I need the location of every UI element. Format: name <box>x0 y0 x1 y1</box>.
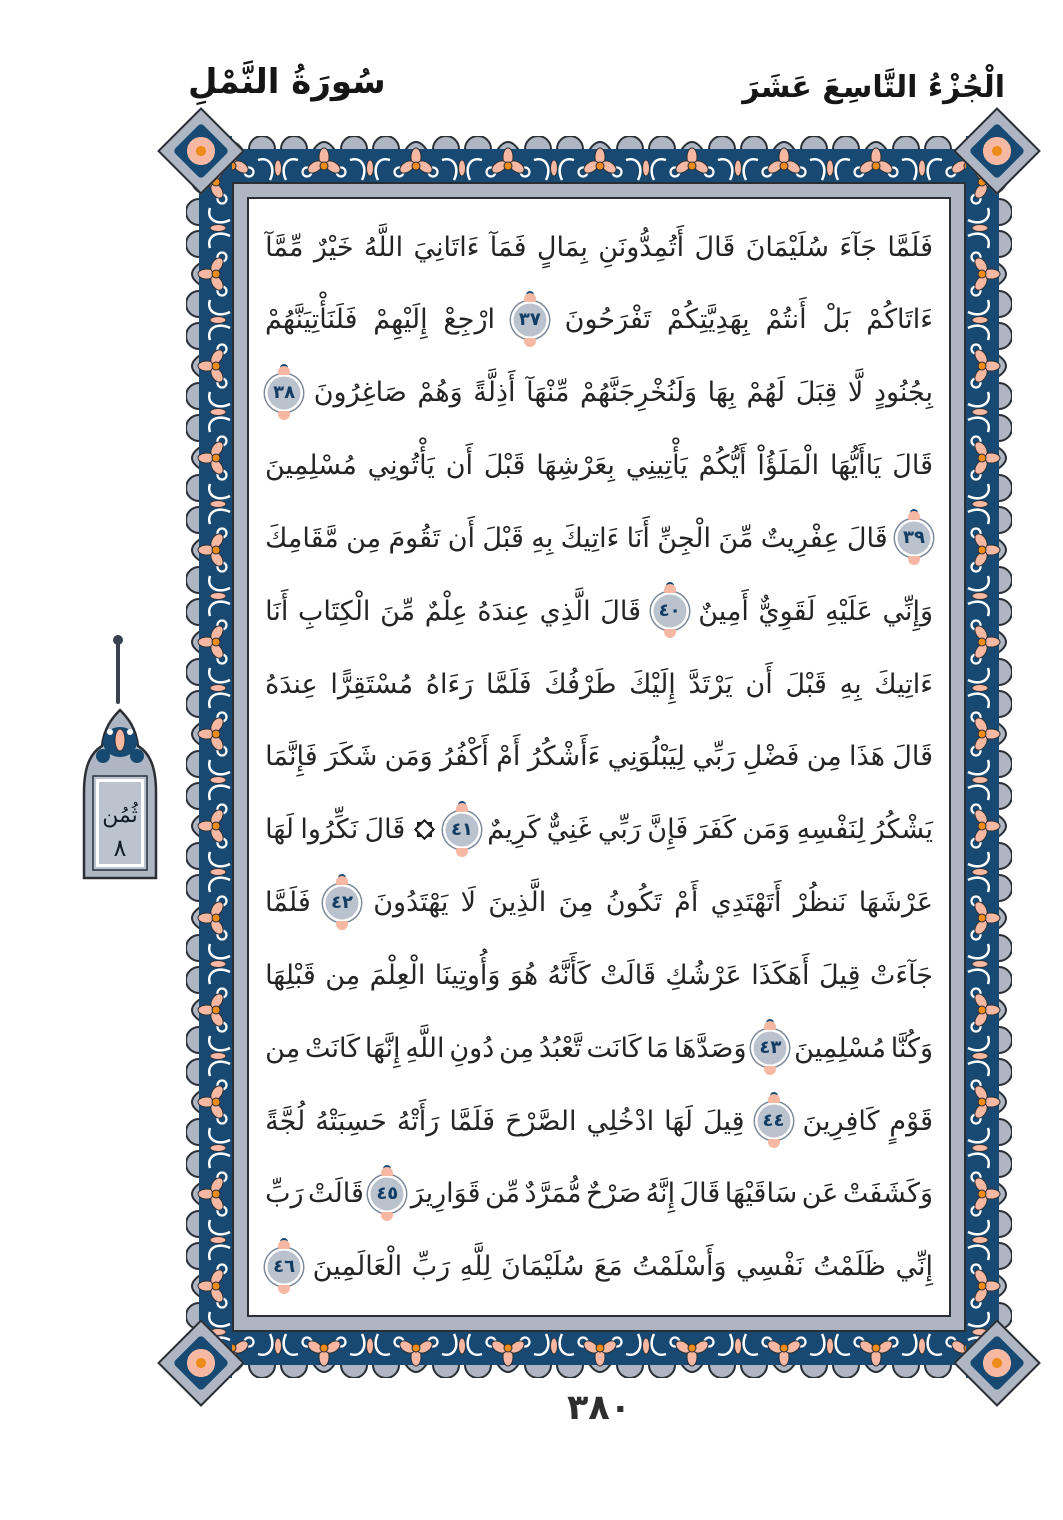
verse-word: أَنتُمْ <box>765 304 807 336</box>
verse-word: مُسْلِمِينَ <box>265 450 357 482</box>
ayah-end-marker <box>265 374 303 412</box>
verse-word: بَلْ <box>822 304 851 336</box>
hizb-fraction-label: ثُمُن <box>102 803 138 828</box>
verse-word: غَنِيٌّ <box>546 814 592 846</box>
verse-word: يَأْتِينِي <box>625 450 688 482</box>
verse-word: تَقُومَ <box>388 522 441 554</box>
verse-word: سُلَيْمَانَ <box>745 231 829 263</box>
verse-word: نَكِّرُوا <box>300 814 359 846</box>
verse-word: أَن <box>445 450 474 482</box>
verse-word: أَتُمِدُّونَنِ <box>598 231 685 263</box>
hizb-marker-dome <box>70 700 170 882</box>
quran-line <box>265 357 933 429</box>
verse-word: نَفْسِي <box>736 1251 804 1283</box>
verse-word: مِن <box>499 1032 535 1064</box>
verse-word: هُوَ <box>509 959 539 991</box>
verse-word: ءَاتَاكُمْ <box>866 304 933 336</box>
hizb-marker-stem <box>116 640 120 704</box>
ayah-end-marker <box>368 1175 406 1213</box>
inner-frame-outer-line <box>232 182 966 1332</box>
verse-word: كَانَت <box>586 1032 642 1064</box>
verse-word: فَلَمَّا <box>887 231 933 263</box>
ayah-end-marker <box>265 1248 303 1286</box>
verse-word: عَن <box>801 1178 839 1210</box>
verse-word: فَإِنَّ <box>647 814 689 846</box>
verse-word: كَفَرَ <box>694 814 736 846</box>
verse-word: رَبِّي <box>692 741 736 773</box>
border-band-top <box>186 136 1012 182</box>
verse-word: حَسِبَتْهُ <box>315 1105 387 1137</box>
verse-word: يَشْكُرُ <box>871 814 933 846</box>
verse-word: ارْجِعْ <box>443 304 496 336</box>
verse-word: ءَأَشْكُرُ <box>527 741 601 773</box>
verse-word: لِنَفْسِهِ <box>796 814 866 846</box>
verse-word: رَبِّ <box>411 1251 451 1283</box>
verse-word: عِندَهُ <box>477 595 530 627</box>
verse-word: كَأَنَّهُ <box>547 959 591 991</box>
hizb-rub-marker <box>70 700 170 882</box>
juz-title: الْجُزْءُ التَّاسِعَ عَشَرَ <box>742 70 1005 105</box>
verse-word: قَالَ <box>892 450 933 482</box>
verse-word: لَا <box>460 887 476 919</box>
verse-word: أَيُّكُمْ <box>698 450 747 482</box>
verse-word: مُّمَرَّدٌ <box>524 1178 582 1210</box>
ayah-end-marker <box>323 884 361 922</box>
verse-word: خَيْرٌ <box>313 231 354 263</box>
verse-word: أَذِلَّةً <box>473 377 516 409</box>
verse-word: قَالَ <box>600 595 641 627</box>
verse-word: وَإِنِّي <box>882 595 933 627</box>
border-band-bottom <box>186 1332 1012 1378</box>
verse-word: رَبِّي <box>597 814 641 846</box>
verse-word: مِن <box>325 959 361 991</box>
quran-line <box>265 648 933 720</box>
verse-word: مِّنَ <box>380 595 416 627</box>
verse-word: أَكْفُرُ <box>439 741 489 773</box>
verse-word: كَانَتْ <box>304 1032 361 1064</box>
verse-word: تَفْرَحُونَ <box>564 304 652 336</box>
verse-word: ظَلَمْتُ <box>813 1251 886 1283</box>
quran-line <box>265 939 933 1011</box>
verse-word: نَنظُرْ <box>793 887 847 919</box>
verse-word: عَرْشُكِ <box>665 959 742 991</box>
quran-line <box>265 1231 933 1303</box>
verse-word: فَإِنَّمَا <box>265 741 318 773</box>
verse-word: اللَّهِ <box>405 1032 445 1064</box>
quran-line <box>265 430 933 502</box>
verse-word: عَرْشَهَا <box>858 887 933 919</box>
verse-word: قَالَ <box>364 814 406 846</box>
verse-word: ءَاتِيكَ <box>874 668 933 700</box>
verse-word: يَاأَيُّهَا <box>829 450 882 482</box>
rub-el-hizb-star-icon <box>416 821 433 838</box>
verse-word: قَالَتْ <box>600 959 656 991</box>
verse-word: مُسْلِمِينَ <box>794 1032 886 1064</box>
verse-word: قَالَ <box>694 231 736 263</box>
ayah-number: ٤٠ <box>658 600 681 622</box>
verse-word: قَبْلَ <box>483 450 526 482</box>
verse-word: أَنَا <box>626 522 650 554</box>
verse-word: أَهَكَذَا <box>751 959 810 991</box>
verse-word: قَبْلَ <box>482 522 524 554</box>
verse-word: كَرِيمٌ <box>487 814 541 846</box>
verse-word: بِعَرْشِهَا <box>536 450 615 482</box>
verse-word: لَّا <box>847 377 864 409</box>
verse-word: فَضْلِ <box>742 741 800 773</box>
verse-word: أَن <box>447 522 476 554</box>
verse-word: صَرْحٌ <box>585 1178 642 1210</box>
verse-word: مِن <box>346 522 382 554</box>
verse-word: مِّنْهَآ <box>526 377 570 409</box>
border-band-left <box>186 136 232 1378</box>
page-number: ٣٨٠ <box>566 1388 632 1428</box>
verse-word: قَالَ <box>846 522 888 554</box>
verse-word: طَرْفُكَ <box>544 668 617 700</box>
verse-word: فَلَنَأْتِيَنَّهُمْ <box>265 304 358 336</box>
verse-word: إِنَّهَا <box>364 1032 401 1064</box>
verse-word: فَلَمَّا <box>485 668 532 700</box>
ayah-number: ٣٨ <box>273 381 296 403</box>
verse-word: لُجَّةً <box>265 1105 306 1137</box>
verse-word: كَافِرِينَ <box>802 1105 880 1137</box>
verse-word: وَصَدَّهَا <box>673 1032 747 1064</box>
ayah-number: ٤٣ <box>759 1037 782 1059</box>
verse-word: بِجُنُودٍ <box>873 377 933 409</box>
verse-word: الْعَالَمِينَ <box>312 1251 403 1283</box>
verse-word: لِلَّهِ <box>459 1251 492 1283</box>
verse-word: ءَاتِيكَ <box>560 522 620 554</box>
verse-word: مَعَ <box>593 1251 623 1283</box>
ayah-end-marker <box>443 811 481 849</box>
verse-word: مُسْتَقِرًّا <box>330 668 414 700</box>
quran-text-area <box>265 211 933 1303</box>
verse-word: مِّمَّآ <box>265 231 304 263</box>
verse-word: بِهِ <box>839 668 862 700</box>
surah-title: سُورَةُ النَّمْلِ <box>188 62 386 102</box>
ayah-number: ٣٧ <box>518 308 541 330</box>
verse-word: لِيَبْلُوَنِي <box>607 741 686 773</box>
verse-word: وَكَشَفَتْ <box>842 1178 933 1210</box>
verse-word: رَءَاهُ <box>425 668 474 700</box>
quran-line <box>265 1012 933 1084</box>
verse-word: إِلَيْهِمْ <box>373 304 428 336</box>
verse-word: عَلَيْهِ <box>825 595 873 627</box>
ayah-end-marker <box>651 592 689 630</box>
ayah-end-marker <box>895 519 933 557</box>
ayah-number: ٣٩ <box>903 527 925 549</box>
verse-word: عِلْمٌ <box>424 595 468 627</box>
ayah-number: ٤٢ <box>330 891 353 913</box>
verse-word: لَهُمْ <box>746 377 786 409</box>
verse-word: قِيلَ <box>703 1105 745 1137</box>
verse-word: لَهَا <box>265 814 295 846</box>
verse-word: وَأَسْلَمْتُ <box>632 1251 727 1283</box>
quran-line <box>265 1158 933 1230</box>
verse-word: فَلَمَّا <box>265 887 311 919</box>
verse-word: مِن <box>806 741 842 773</box>
ayah-number: ٤٤ <box>762 1110 785 1132</box>
ornamental-border-frame <box>186 136 1012 1378</box>
verse-word: أَنَا <box>265 595 289 627</box>
verse-word: قِبَلَ <box>795 377 838 409</box>
verse-word: رَبِّ <box>265 1178 304 1210</box>
verse-word: اللَّهُ <box>363 231 404 263</box>
verse-word: قَالَ <box>892 741 933 773</box>
verse-word: قَالَتْ <box>307 1178 364 1210</box>
verse-word: مِنَ <box>558 887 594 919</box>
verse-word: يَرْتَدَّ <box>688 668 733 700</box>
hizb-fraction-number: ٨ <box>113 834 127 862</box>
verse-word: إِلَيْكَ <box>629 668 676 700</box>
verse-word: أَمْ <box>496 741 521 773</box>
border-band-right <box>966 136 1012 1378</box>
verse-word: قِيلَ <box>819 959 861 991</box>
verse-word: إِنَّهُ <box>645 1178 676 1210</box>
verse-word: وَهُمْ <box>417 377 463 409</box>
verse-word: صَاغِرُونَ <box>313 377 407 409</box>
verse-word: قَوَارِيرَ <box>410 1178 481 1210</box>
verse-word: وَكُنَّا <box>890 1032 933 1064</box>
verse-word: بِهَدِيَّتِكُمْ <box>667 304 750 336</box>
verse-word: سَاقَيْهَا <box>724 1178 798 1210</box>
verse-word: الَّذِي <box>539 595 591 627</box>
verse-word: رَأَتْهُ <box>396 1105 440 1137</box>
ayah-number: ٤٥ <box>376 1182 399 1204</box>
verse-word: مَّقَامِكَ <box>265 522 339 554</box>
verse-word: الْعِلْمَ <box>369 959 426 991</box>
verse-word: سُلَيْمَانَ <box>500 1251 585 1283</box>
verse-word: وَمَن <box>742 814 791 846</box>
verse-word: قَوْمٍ <box>889 1105 933 1137</box>
quran-line <box>265 211 933 283</box>
verse-word: الْمَلَؤُاْ <box>757 450 820 482</box>
verse-word: هَذَا <box>849 741 885 773</box>
ayah-end-marker <box>751 1029 789 1067</box>
verse-word: الصَّرْحَ <box>505 1105 577 1137</box>
verse-word: جَآءَ <box>839 231 877 263</box>
verse-word: أَتَهْتَدِي <box>710 887 782 919</box>
ayah-end-marker <box>755 1102 793 1140</box>
verse-word: الْجِنِّ <box>657 522 712 554</box>
verse-word: أَمِينٌ <box>698 595 749 627</box>
inner-frame-silver-band <box>234 184 964 1330</box>
verse-word: مِّنَ <box>718 522 754 554</box>
verse-word: وَمَن <box>384 741 433 773</box>
verse-word: يَهْتَدُونَ <box>373 887 449 919</box>
verse-word: تَّعْبُدُ <box>538 1032 582 1064</box>
verse-word: إِنِّي <box>895 1251 933 1283</box>
verse-word: وَلَنُخْرِجَنَّهُمْ <box>580 377 698 409</box>
verse-word: جَآءَتْ <box>869 959 933 991</box>
ayah-number: ٤٦ <box>273 1255 296 1277</box>
quran-line <box>265 721 933 793</box>
verse-word: فَلَمَّا <box>449 1105 496 1137</box>
verse-word: يَأْتُونِي <box>367 450 435 482</box>
verse-word: الْكِتَابِ <box>298 595 371 627</box>
ayah-end-marker <box>511 301 549 339</box>
verse-word: شَكَرَ <box>324 741 378 773</box>
verse-word: قَبْلَ <box>785 668 827 700</box>
inner-frame-inner-line <box>247 197 951 1317</box>
quran-line <box>265 575 933 647</box>
quran-line <box>265 794 933 866</box>
verse-word: ءَاتَانِيَ <box>413 231 480 263</box>
quran-line <box>265 867 933 939</box>
verse-word: وَأُوتِينَا <box>434 959 501 991</box>
verse-word: عِندَهُ <box>265 668 318 700</box>
quran-line <box>265 1085 933 1157</box>
verse-word: الَّذِينَ <box>488 887 547 919</box>
verse-word: عِفْرِيتٌ <box>760 522 840 554</box>
verse-word: قَالَ <box>679 1178 721 1210</box>
verse-word: مَا <box>646 1032 670 1064</box>
verse-word: دُونِ <box>449 1032 495 1064</box>
quran-line <box>265 284 933 356</box>
verse-word: لَقَوِيٌّ <box>758 595 816 627</box>
verse-word: تَكُونُ <box>605 887 662 919</box>
quran-line <box>265 502 933 574</box>
verse-word: بِهِ <box>531 522 554 554</box>
verse-word: أَن <box>745 668 773 700</box>
ayah-number: ٤١ <box>450 818 473 840</box>
verse-word: لَهَا <box>664 1105 694 1137</box>
verse-word: مِّن <box>484 1178 520 1210</box>
verse-word: بِمَالٍ <box>536 231 588 263</box>
verse-word: ادْخُلِي <box>586 1105 655 1137</box>
verse-word: مِن <box>265 1032 301 1064</box>
verse-word: فَمَآ <box>489 231 527 263</box>
verse-word: أَمْ <box>674 887 699 919</box>
text-margin <box>249 199 949 1315</box>
verse-word: بِهَا <box>707 377 736 409</box>
verse-word: قَبْلِهَا <box>265 959 316 991</box>
